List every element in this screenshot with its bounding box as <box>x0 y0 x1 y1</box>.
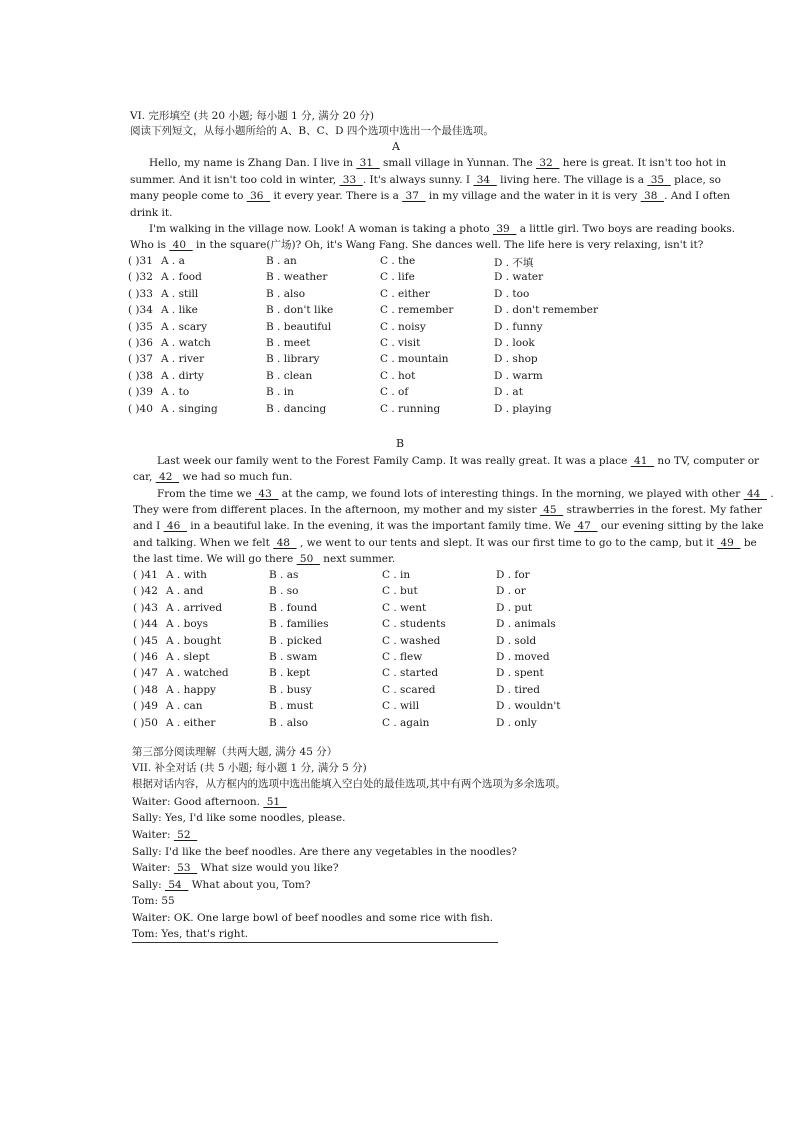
option-a: A . dirty <box>161 369 204 382</box>
text-fragment: and I <box>133 520 164 532</box>
text-fragment: and talking. When we felt <box>133 537 274 549</box>
option-d: D . shop <box>494 353 538 366</box>
dialogue-line <box>132 878 310 892</box>
option-a: A . river <box>161 353 205 366</box>
text-fragment: no TV, computer or <box>654 455 760 467</box>
section-instruction: 阅读下列短文，从每小题所给的 A、B、C、D 四个选项中选出一个最佳选项。 <box>130 125 494 137</box>
question-number: ( )34 <box>128 304 153 317</box>
option-c: C . hot <box>380 369 416 382</box>
text-fragment: Waiter: <box>132 862 174 874</box>
blank-number: 37 <box>402 190 426 202</box>
text-fragment: drink it. <box>130 207 173 219</box>
option-a: A . can <box>166 700 203 713</box>
blank-number: 51 <box>263 796 287 808</box>
question-number: ( )49 <box>133 700 158 713</box>
blank-number: 49 <box>717 537 741 549</box>
option-b: B . swam <box>269 651 318 663</box>
passage-label: B <box>396 437 405 450</box>
question-number: ( )37 <box>128 353 153 366</box>
section-title: VI. 完形填空 (共 20 小题; 每小题 1 分, 满分 20 分) <box>130 110 374 122</box>
option-b: B . an <box>266 255 297 267</box>
option-a: A . like <box>161 304 198 317</box>
option-d: D . moved <box>496 651 550 663</box>
question-number: ( )46 <box>133 651 158 663</box>
option-d: D . tired <box>496 683 540 696</box>
option-a: A . with <box>166 569 207 581</box>
option-b: B . families <box>269 618 329 631</box>
option-c: C . scared <box>382 683 436 696</box>
text-fragment: . <box>766 488 774 500</box>
blank-number: 31 <box>356 157 380 169</box>
text-fragment: living here. The village is a <box>496 174 648 186</box>
answer-rule <box>132 942 498 943</box>
option-a: A . still <box>161 287 199 300</box>
passage-line <box>133 552 395 566</box>
question-number: ( )41 <box>133 569 158 581</box>
blank-number: 34 <box>473 174 497 186</box>
option-c: C . life <box>380 271 415 284</box>
option-c: C . either <box>380 287 430 300</box>
question-number: ( )48 <box>133 683 158 696</box>
option-c: C . started <box>382 667 439 680</box>
option-a: A . singing <box>161 402 218 415</box>
text-fragment: small village in Yunnan. The <box>379 157 537 169</box>
part-title: 第三部分阅读理解（共两大题, 满分 45 分） <box>132 746 338 758</box>
dialogue-line <box>132 845 517 859</box>
blank-number: 54 <box>164 879 189 891</box>
passage-label: A <box>392 140 400 153</box>
text-fragment: our evening sitting by the lake <box>597 520 764 532</box>
blank-number: 41 <box>630 455 655 467</box>
option-b: B . so <box>269 585 299 598</box>
passage-line <box>133 519 764 533</box>
option-d: D . 不填 <box>494 257 534 269</box>
option-c: C . flew <box>382 651 423 663</box>
passage-line <box>130 238 703 252</box>
option-b: B . meet <box>266 337 311 349</box>
text-fragment: Last week our family went to the Forest Family Camp. It was really great. It was a place <box>157 455 631 467</box>
text-fragment: Who is <box>130 239 170 251</box>
blank-number: 40 <box>169 239 193 251</box>
blank-number: 48 <box>273 537 297 549</box>
option-c: C . students <box>382 618 446 631</box>
option-b: B . also <box>269 716 309 729</box>
text-fragment: . It's always sunny. I <box>362 174 474 186</box>
blank-number: 42 <box>155 471 180 483</box>
option-a: A . slept <box>166 651 210 663</box>
blank-number: 35 <box>647 174 671 186</box>
text-fragment: strawberries in the forest. My father <box>563 504 762 516</box>
question-number: ( )31 <box>128 255 153 267</box>
text-fragment: next summer. <box>319 553 396 565</box>
text-fragment: . And I often <box>664 190 731 202</box>
blank-number: 39 <box>492 223 517 235</box>
question-number: ( )39 <box>128 386 153 399</box>
option-d: D . put <box>496 601 533 614</box>
question-number: ( )42 <box>133 585 158 598</box>
option-a: A . happy <box>166 683 216 696</box>
blank-number: 44 <box>743 488 767 500</box>
passage-line <box>149 156 726 170</box>
passage-line <box>149 222 735 236</box>
text-fragment: the last time. We will go there <box>133 553 297 565</box>
passage-line <box>133 503 762 517</box>
option-a: A . food <box>161 271 202 284</box>
passage-line <box>130 173 721 187</box>
option-b: B . library <box>266 353 320 366</box>
option-c: C . mountain <box>380 353 449 366</box>
text-fragment: Waiter: <box>132 829 174 841</box>
option-c: C . washed <box>382 634 441 647</box>
question-number: ( )47 <box>133 667 158 680</box>
option-d: D . only <box>496 716 537 729</box>
option-a: A . arrived <box>166 601 223 614</box>
option-b: B . don't like <box>266 304 334 317</box>
option-a: A . watched <box>166 667 229 680</box>
option-c: C . in <box>382 569 411 581</box>
option-d: D . too <box>494 287 530 300</box>
option-c: C . running <box>380 402 441 415</box>
passage-line <box>133 470 293 484</box>
option-c: C . the <box>380 255 416 267</box>
text-fragment: place, so <box>670 174 721 186</box>
passage-line <box>130 189 730 203</box>
blank-number: 38 <box>640 190 665 202</box>
option-c: C . of <box>380 386 409 399</box>
blank-number: 46 <box>163 520 187 532</box>
dialogue-line <box>132 828 197 842</box>
question-number: ( )43 <box>133 601 158 614</box>
text-fragment: we had so much fun. <box>179 471 293 483</box>
blank-number: 36 <box>246 190 271 202</box>
text-fragment: What size would you like? <box>197 862 339 874</box>
option-b: B . must <box>269 700 314 713</box>
section-title: VII. 补全对话 (共 5 小题; 每小题 1 分, 满分 5 分) <box>132 762 367 774</box>
question-number: ( )45 <box>133 634 158 647</box>
text-fragment: here is great. It isn't too hot in <box>559 157 727 169</box>
option-b: B . also <box>266 287 306 300</box>
question-number: ( )32 <box>128 271 153 284</box>
option-a: A . boys <box>166 618 208 631</box>
text-fragment: Hello, my name is Zhang Dan. I live in <box>149 157 357 169</box>
option-a: A . to <box>161 386 190 399</box>
option-a: A . a <box>161 255 185 267</box>
option-a: A . bought <box>166 634 222 647</box>
option-c: C . again <box>382 716 430 729</box>
passage-line <box>157 454 759 468</box>
text-fragment: Tom: 55 <box>132 895 175 907</box>
blank-number: 33 <box>339 174 363 186</box>
option-d: D . animals <box>496 618 556 631</box>
text-fragment: car, <box>133 471 156 483</box>
passage-line <box>157 487 774 501</box>
option-b: B . dancing <box>266 402 327 415</box>
text-fragment: in the square(广场)? Oh, it's Wang Fang. She dances well. The life here is very relaxing, isn't it? <box>192 239 704 251</box>
option-c: C . remember <box>380 304 454 317</box>
option-b: B . picked <box>269 634 322 647</box>
question-number: ( )38 <box>128 369 153 382</box>
option-d: D . warm <box>494 369 543 382</box>
option-d: D . funny <box>494 320 543 333</box>
option-d: D . spent <box>496 667 544 680</box>
option-c: C . noisy <box>380 320 426 333</box>
question-number: ( )33 <box>128 287 153 300</box>
option-d: D . water <box>494 271 544 284</box>
text-fragment: a little girl. Two boys are reading books. <box>516 223 736 235</box>
text-fragment: in a beautiful lake. In the evening, it was the important family time. We <box>186 520 575 532</box>
option-c: C . went <box>382 601 427 614</box>
option-d: D . wouldn't <box>496 700 561 713</box>
text-fragment: it every year. There is a <box>270 190 403 202</box>
question-number: ( )40 <box>128 402 153 415</box>
blank-number: 52 <box>173 829 198 841</box>
question-number: ( )44 <box>133 618 158 631</box>
question-number: ( )35 <box>128 320 153 333</box>
option-b: B . busy <box>269 683 312 696</box>
text-fragment: Tom: Yes, that's right. <box>132 928 249 940</box>
blank-number: 53 <box>173 862 198 874</box>
blank-number: 45 <box>539 504 564 516</box>
option-d: D . sold <box>496 634 537 647</box>
question-number: ( )36 <box>128 337 153 349</box>
passage-line <box>133 536 757 550</box>
option-c: C . will <box>382 700 420 713</box>
text-fragment: in my village and the water in it is very <box>425 190 641 202</box>
option-b: B . kept <box>269 667 311 680</box>
option-a: A . and <box>166 585 204 598</box>
option-d: D . look <box>494 337 535 349</box>
option-c: C . visit <box>380 337 421 349</box>
dialogue-line <box>132 811 345 825</box>
text-fragment: summer. And it isn't too cold in winter, <box>130 174 340 186</box>
option-d: D . or <box>496 585 526 598</box>
passage-line <box>130 206 172 220</box>
option-a: A . watch <box>161 337 211 349</box>
option-d: D . don't remember <box>494 304 598 317</box>
dialogue-line <box>132 795 287 809</box>
text-fragment: From the time we <box>157 488 256 500</box>
option-b: B . beautiful <box>266 320 332 333</box>
text-fragment: , we went to our tents and slept. It was our first time to go to the camp, but it <box>296 537 718 549</box>
dialogue-line <box>132 861 339 875</box>
text-fragment: They were from different places. In the afternoon, my mother and my sister <box>133 504 540 516</box>
option-c: C . but <box>382 585 418 598</box>
text-fragment: Waiter: Good afternoon. <box>132 796 264 808</box>
option-b: B . in <box>266 386 294 399</box>
question-number: ( )50 <box>133 716 158 729</box>
blank-number: 47 <box>574 520 598 532</box>
text-fragment: at the camp, we found lots of interesting things. In the morning, we played with other <box>278 488 744 500</box>
option-d: D . for <box>496 569 530 581</box>
option-b: B . as <box>269 569 299 581</box>
blank-number: 32 <box>536 157 560 169</box>
option-d: D . playing <box>494 402 552 415</box>
text-fragment: I'm walking in the village now. Look! A woman is taking a photo <box>149 223 493 235</box>
text-fragment: What about you, Tom? <box>188 879 311 891</box>
text-fragment: Waiter: OK. One large bowl of beef noodles and some rice with fish. <box>132 912 494 924</box>
option-a: A . scary <box>161 320 208 333</box>
blank-number: 43 <box>255 488 279 500</box>
section-instruction: 根据对话内容，从方框内的选项中选出能填入空白处的最佳选项,其中有两个选项为多余选项。 <box>132 778 566 790</box>
option-d: D . at <box>494 386 523 399</box>
text-fragment: Sally: <box>132 879 165 891</box>
dialogue-line <box>132 911 493 925</box>
blank-number: 50 <box>296 553 320 565</box>
option-b: B . found <box>269 601 318 614</box>
dialogue-line <box>132 927 248 941</box>
option-a: A . either <box>166 716 216 729</box>
text-fragment: be <box>740 537 757 549</box>
option-b: B . weather <box>266 271 328 284</box>
option-b: B . clean <box>266 369 313 382</box>
text-fragment: many people come to <box>130 190 247 202</box>
text-fragment: Sally: I'd like the beef noodles. Are there any vegetables in the noodles? <box>132 846 517 858</box>
dialogue-line <box>132 894 175 908</box>
text-fragment: Sally: Yes, I'd like some noodles, please. <box>132 812 346 824</box>
